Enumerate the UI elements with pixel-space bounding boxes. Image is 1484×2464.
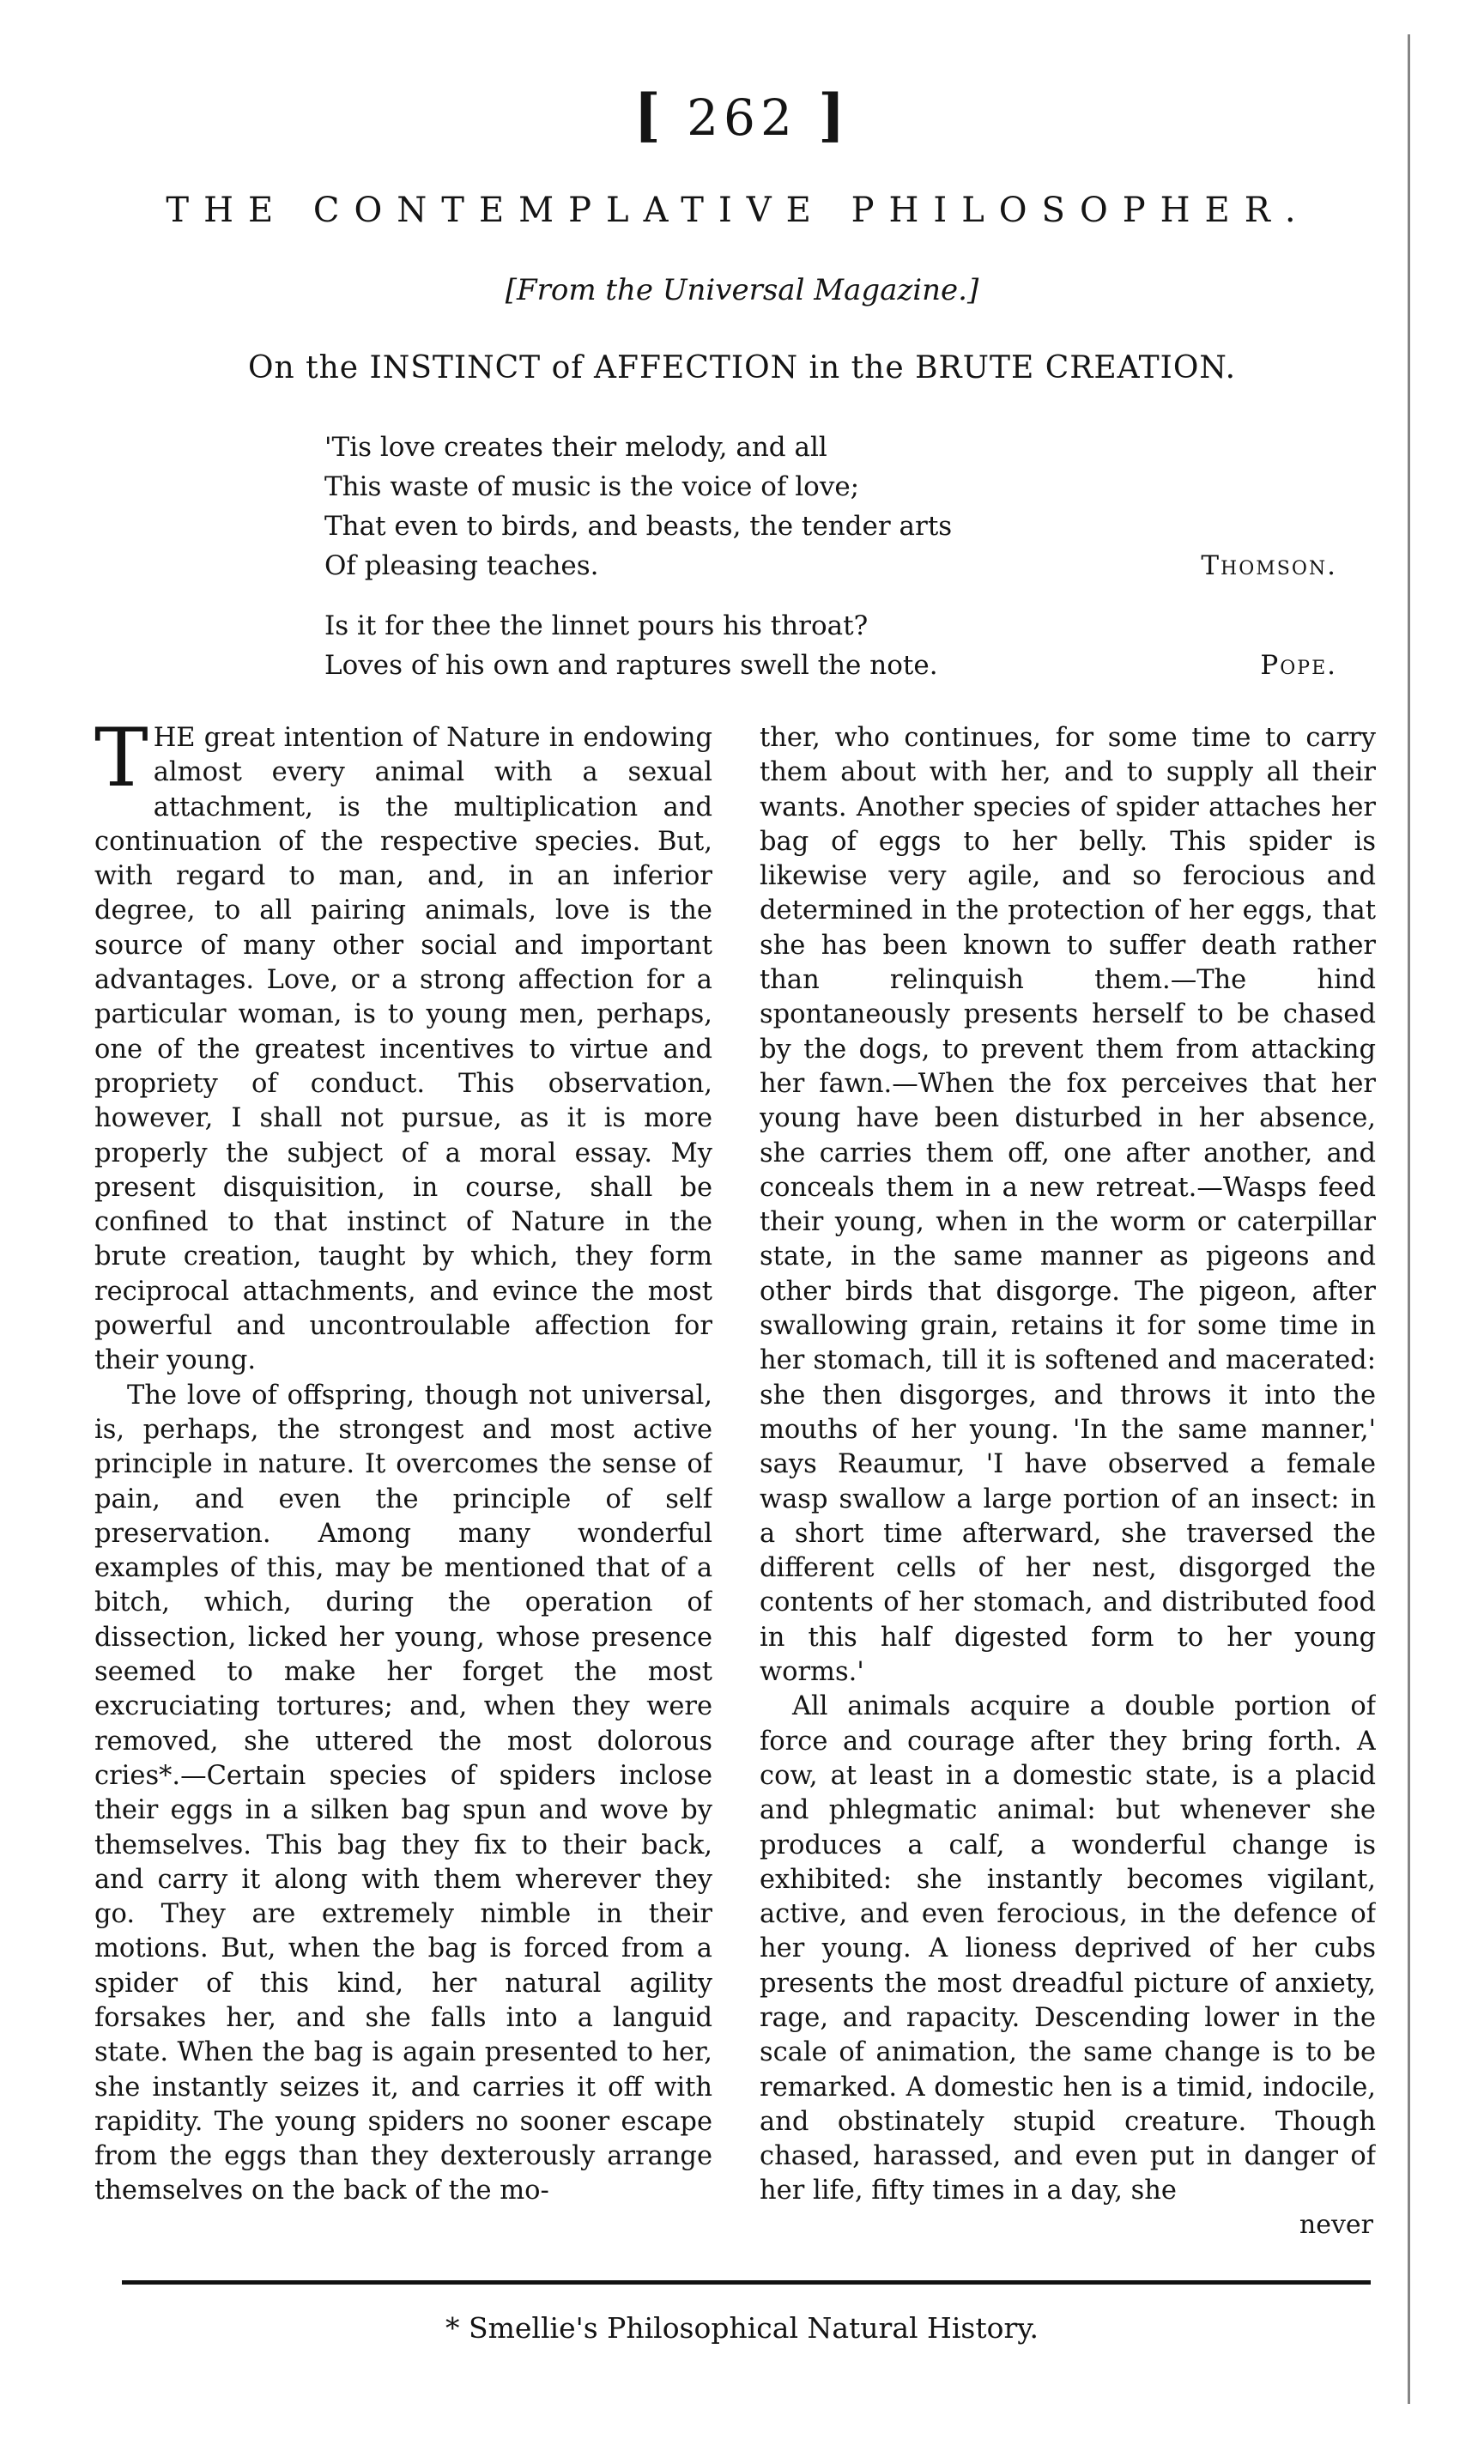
epigraph-line: This waste of music is the voice of love; (324, 471, 860, 502)
page-number-value: 262 (687, 88, 797, 147)
body-paragraph: ther, who continues, for some time to carry them about with her, and to supply all their wants. Another species of spider attaches her bag of eggs to her belly. This spider is likewise very agile, and so ferocious and determined in the protection of her eggs, that she has been known to suffer death rather than relinquish them.—The hind spontaneously presents herself to be chased by the dogs, to prevent them from attacking her fawn.—When the fox perceives that her young have been disturbed in her absence, she carries them off, one after another, and conceals them in a new retreat.—Wasps feed their young, when in the worm or caterpillar state, in the same manner as pigeons and other birds that disgorge. The pigeon, after swallowing grain, retains it for some time in her stomach, till it is softened and macerated: she then disgorges, and throws it into the mouths of her young. 'In the same manner,' says Reaumur, 'I have observed a female wasp swallow a large portion of an insect: in a short time afterward, she traversed the different cells of her nest, disgorged the contents of her stomach, and distributed food in this half digested form to her young worms.' (760, 723, 1376, 1688)
footnote: * Smellie's Philosophical Natural History. (445, 2311, 1039, 2345)
footnote-rule (122, 2280, 1371, 2285)
epigraph-thomson (324, 428, 1337, 586)
body-paragraph: All animals acquire a double portion of force and courage after they bring forth. A cow, at least in a domestic state, is a placid and phlegmatic animal: but whenever she produces a calf, a wonderful change is exhibited: she instantly becomes vigilant, active, and even ferocious, in the defence of her young. A lioness deprived of her cubs presents the most dreadful picture of anxiety, rage, and rapacity. Descending lower in the scale of animation, the same change is to be remarked. A domestic hen is a timid, indocile, and obstinately stupid creature. Though chased, harassed, and even put in danger of her life, fifty times in a day, she (760, 1691, 1376, 2206)
body-paragraph: The love of offspring, though not universal, is, perhaps, the strongest and most active principle in nature. It overcomes the sense of pain, and even the principle of self preservation. Among many wonderful examples of this, may be mentioned that of a bitch, which, during the operation of dissection, licked her young, whose presence seemed to make her forget the most excruciating tortures; and, when they were removed, she uttered the most dolorous cries*.—Certain species of spiders inclose their eggs in a silken bag spun and wove by themselves. This bag they fix to their back, and carry it along with them wherever they go. They are extremely nimble in their motions. But, when the bag is forced from a spider of this kind, her natural agility forsakes her, and she falls into a languid state. When the bag is again presented to her, she instantly seizes it, and carries it off with rapidity. The young spiders no sooner escape from the eggs than they dexterously arrange themselves on the back of the mo- (94, 1380, 712, 2206)
catchword: never (1299, 2210, 1373, 2240)
epigraph-attribution: Thomson. (1201, 550, 1337, 581)
journal-title: THE CONTEMPLATIVE PHILOSOPHER. (166, 191, 1311, 230)
drop-cap: T (94, 721, 148, 805)
body-paragraph-text: HE great intention of Nature in endowing almost every animal with a sexual attachment, is the multiplication and continuation of the respective species. But, with regard to man, and, in an inferior degree, to all pairing animals, love is the source of many other social and important advantages. Love, or a strong affection for a particular woman, is to young men, perhaps, one of the greatest incentives to virtue and propriety of conduct. This observation, however, I shall not pursue, as it is more properly the subject of a moral essay. My present disquisition, in course, shall be confined to that instinct of Nature in the brute creation, taught by which, they form reciprocal attachments, and evince the most powerful and uncontroulable affection for their young. (94, 723, 712, 1376)
epigraph-line: That even to birds, and beasts, the tender arts (324, 511, 953, 542)
epigraph-attribution: Pope. (1260, 650, 1337, 681)
page-number-open-bracket: [ (633, 82, 666, 149)
epigraph-line: Loves of his own and raptures swell the note. (324, 650, 938, 681)
page-number-close-bracket: ] (818, 82, 851, 149)
epigraph-line: 'Tis love creates their melody, and all (324, 432, 827, 463)
body-column-left (94, 721, 712, 2241)
epigraph-pope (324, 606, 1337, 685)
body-paragraph (94, 721, 712, 1379)
epigraph-line: Of pleasing teaches. (324, 550, 599, 581)
page-edge-rule (1408, 34, 1410, 2404)
body-column-right (760, 721, 1376, 2241)
essay-title: On the INSTINCT of AFFECTION in the BRUTE CREATION. (247, 350, 1237, 385)
source-line: [From the Universal Magazine.] (505, 273, 979, 307)
epigraph-line: Is it for thee the linnet pours his throat? (324, 610, 869, 641)
page-number (0, 82, 1484, 149)
